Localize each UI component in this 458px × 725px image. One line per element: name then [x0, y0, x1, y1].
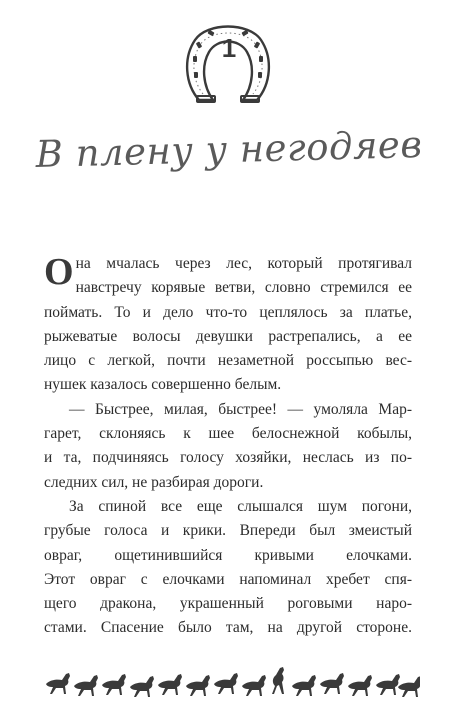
- text-line: навстречу корявые ветви, словно стремился ее: [75, 279, 412, 297]
- paragraph-2: [44, 398, 412, 495]
- text-line: на мчалась через лес, который протягивал: [75, 255, 412, 272]
- text-line: гарет, склоняясь к шее белоснежной кобылы,: [44, 425, 412, 443]
- text-line: щего дракона, украшенный роговыми наро-: [44, 595, 412, 613]
- text-line: следних сил, не разбирая дороги.: [44, 473, 264, 491]
- text-line: За спиной все еще слышался шум погони,: [69, 497, 412, 515]
- drop-cap-letter: О: [44, 251, 74, 293]
- text-line: поймать. То и дело что-то цеплялось за платье,: [44, 303, 412, 321]
- text-line: Этот овраг с елочками напоминал хребет спя-: [44, 570, 412, 588]
- paragraph-3: [44, 495, 412, 641]
- text-line: грубые голоса и крики. Впереди был змеистый: [44, 522, 412, 540]
- text-line: — Быстрее, милая, быстрее! — умоляла Мар-: [69, 400, 412, 418]
- text-line: стами. Спасение было там, на другой стороне.: [44, 619, 412, 637]
- chapter-number: 1: [221, 33, 237, 63]
- chapter-title: В плену у негодяев: [35, 122, 423, 177]
- paragraph-1: [44, 252, 412, 398]
- chapter-text: [44, 252, 412, 641]
- text-line: и та, подчиняясь голосу хозяйки, неслась из по-: [44, 449, 412, 467]
- text-line: лицо с легкой, почти незаметной россыпью вес-: [44, 352, 412, 370]
- text-line: рыжеватые волосы девушки растрепались, а ее: [44, 327, 412, 345]
- text-line: нушек казалось совершенно белым.: [44, 376, 282, 394]
- galloping-horses-border: [44, 664, 420, 698]
- text-line: овраг, ощетинившийся кривыми елочками.: [44, 546, 412, 564]
- horse-silhouette-row: [46, 667, 420, 697]
